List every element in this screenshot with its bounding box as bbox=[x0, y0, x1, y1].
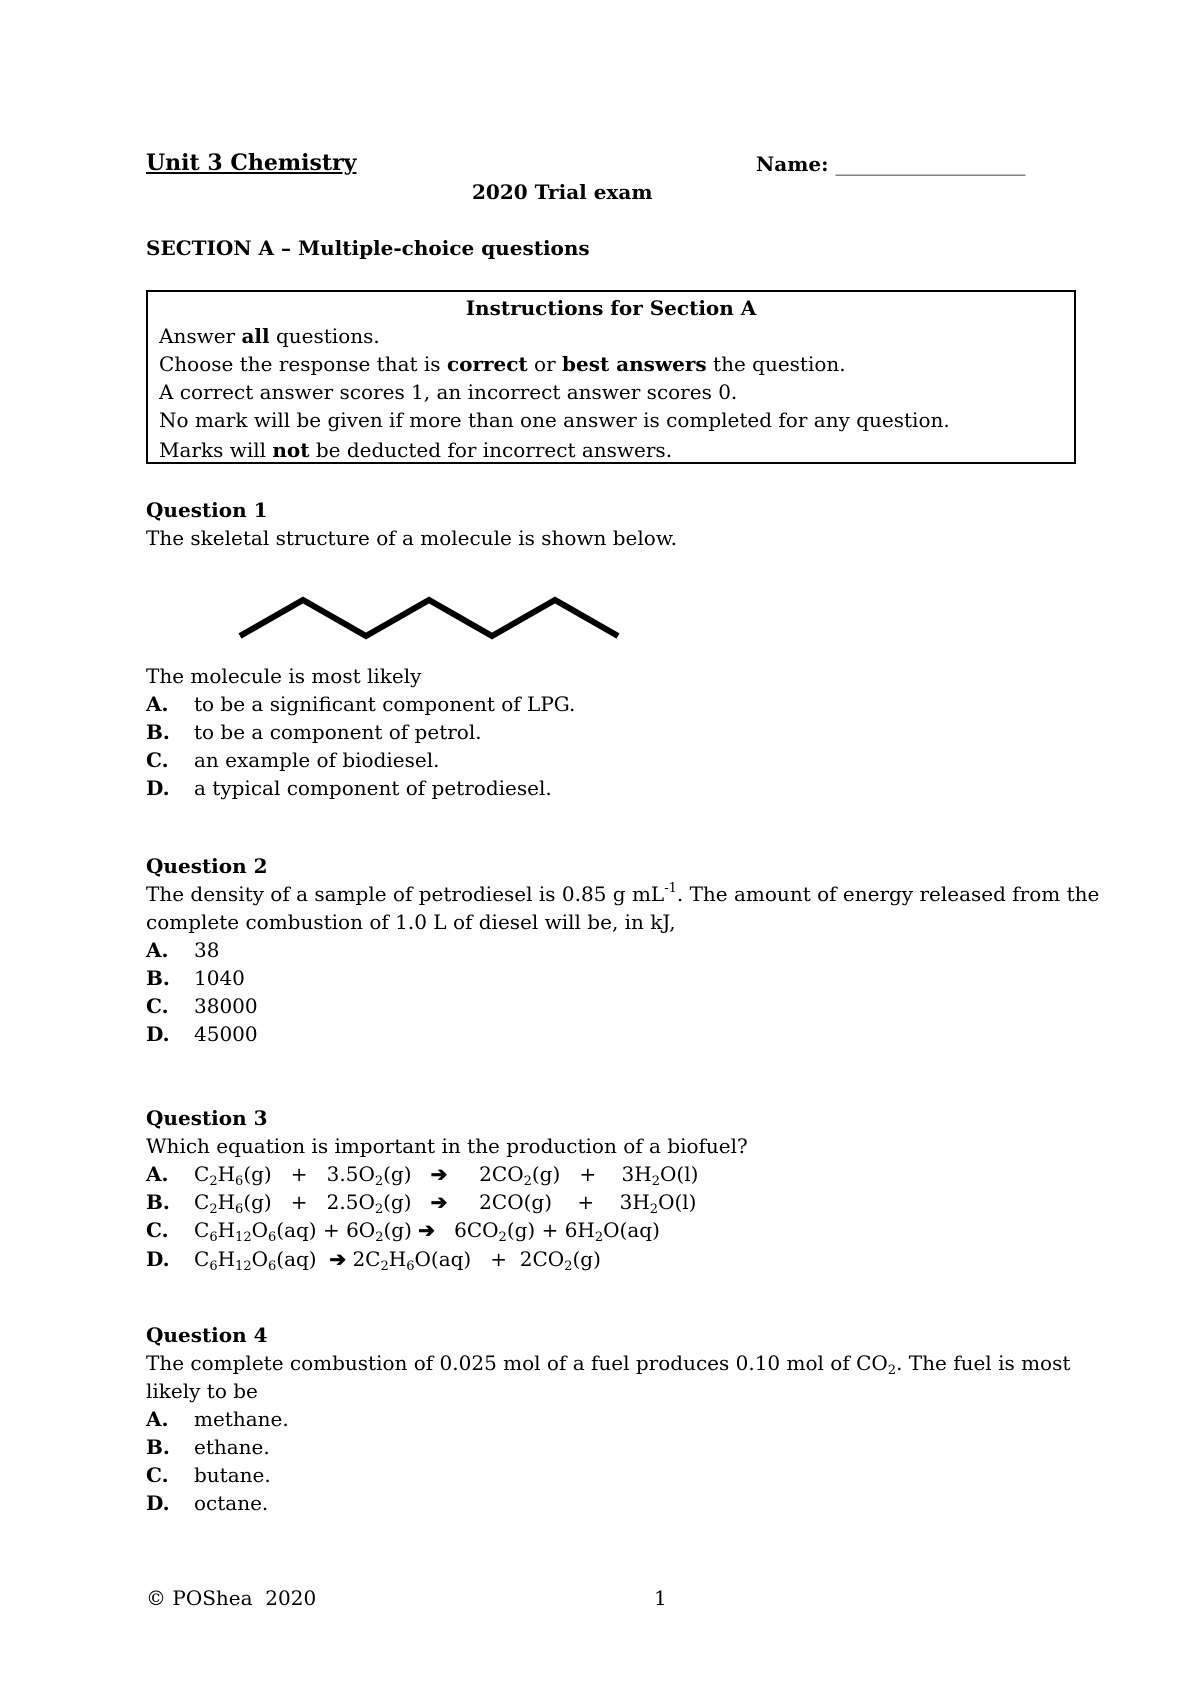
question-1-option-a[interactable]: A. to be a significant component of LPG. bbox=[146, 692, 576, 716]
question-1-option-b[interactable]: B. to be a component of petrol. bbox=[146, 720, 482, 744]
question-4-option-a[interactable]: A. methane. bbox=[146, 1407, 289, 1431]
instruction-line-4: No mark will be given if more than one answer is completed for any question. bbox=[159, 408, 950, 432]
section-heading: SECTION A – Multiple-choice questions bbox=[146, 236, 590, 260]
question-4-stem-line-1: The complete combustion of 0.025 mol of a fuel produces 0.10 mol of $CO_2$. The fuel is most bbox=[146, 1351, 1071, 1378]
question-1-label: Question 1 bbox=[146, 498, 268, 522]
question-3-option-b[interactable]: B. $C_2H_6(g) + 2.5O_2(g)$ ➔ 2CO(g) + $3H_2O(l)$ bbox=[146, 1190, 697, 1217]
unit-title: Unit 3 Chemistry bbox=[146, 150, 357, 176]
question-4-label: Question 4 bbox=[146, 1323, 268, 1347]
name-blank: ___________________ bbox=[835, 152, 1026, 176]
question-1-stem: The skeletal structure of a molecule is shown below. bbox=[146, 526, 677, 550]
reaction-arrow-icon: ➔ bbox=[329, 1247, 347, 1271]
instruction-line-1: Answer all questions. bbox=[159, 324, 380, 348]
exam-subtitle: 2020 Trial exam bbox=[472, 180, 653, 204]
question-3-stem: Which equation is important in the production of a biofuel? bbox=[146, 1134, 748, 1158]
reaction-arrow-icon: ➔ bbox=[430, 1162, 448, 1186]
question-3-label: Question 3 bbox=[146, 1106, 268, 1130]
question-4-option-d[interactable]: D. octane. bbox=[146, 1491, 269, 1515]
question-3-option-c[interactable]: C. $C_6H_{12}O_6(aq) + 6O_2(g)$ ➔ $6CO_2(g) + 6H_2O(aq)$ bbox=[146, 1218, 660, 1245]
question-2-option-d[interactable]: D. 45000 bbox=[146, 1022, 258, 1046]
question-2-option-a[interactable]: A. 38 bbox=[146, 938, 220, 962]
octane-skeletal-structure-icon bbox=[230, 585, 640, 645]
question-1-lead: The molecule is most likely bbox=[146, 664, 422, 688]
question-3-option-a[interactable]: A. $C_2H_6(g) + 3.5O_2(g)$ ➔ $2CO_2(g)$ + $3H_2O(l)$ bbox=[146, 1162, 699, 1189]
question-1-option-c[interactable]: C. an example of biodiesel. bbox=[146, 748, 440, 772]
question-4-option-c[interactable]: C. butane. bbox=[146, 1463, 271, 1487]
instruction-line-3: A correct answer scores 1, an incorrect answer scores 0. bbox=[159, 380, 738, 404]
name-label: Name: ___________________ bbox=[756, 152, 1026, 176]
question-2-option-c[interactable]: C. 38000 bbox=[146, 994, 258, 1018]
reaction-arrow-icon: ➔ bbox=[430, 1190, 448, 1214]
question-4-option-b[interactable]: B. ethane. bbox=[146, 1435, 270, 1459]
question-3-option-d[interactable]: D. $C_6H_{12}O_6(aq)$ ➔ $2C_2H_6O(aq) + 2CO_2(g)$ bbox=[146, 1247, 601, 1274]
reaction-arrow-icon: ➔ bbox=[418, 1218, 436, 1242]
footer-copyright: © POShea 2020 bbox=[146, 1586, 317, 1610]
question-2-label: Question 2 bbox=[146, 854, 268, 878]
question-2-option-b[interactable]: B. 1040 bbox=[146, 966, 245, 990]
instructions-box bbox=[146, 290, 1076, 464]
instructions-title: Instructions for Section A bbox=[465, 296, 757, 320]
page-number: 1 bbox=[654, 1586, 667, 1610]
question-2-stem-line-1: The density of a sample of petrodiesel is 0.85 g $mL^{-1}$. The amount of energy released from the bbox=[146, 881, 1100, 906]
instruction-line-2: Choose the response that is correct or best answers the question. bbox=[159, 352, 846, 376]
question-1-option-d[interactable]: D. a typical component of petrodiesel. bbox=[146, 776, 552, 800]
question-4-stem-line-2: likely to be bbox=[146, 1379, 258, 1403]
question-2-stem-line-2: complete combustion of 1.0 L of diesel will be, in kJ, bbox=[146, 910, 676, 934]
instruction-line-5: Marks will not be deducted for incorrect answers. bbox=[159, 438, 673, 462]
